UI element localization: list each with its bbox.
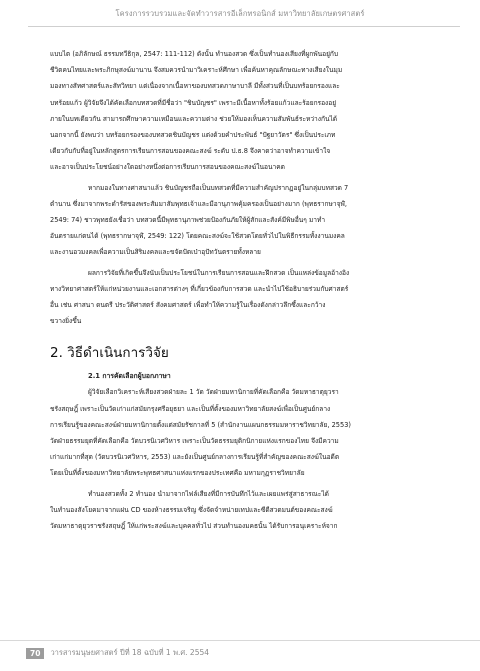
journal-citation: วารสารมนุษยศาสตร์ ปีที่ 18 ฉบับที่ 1 พ.ศ. 2554: [50, 648, 210, 657]
page-number: 70: [26, 648, 44, 659]
page-footer: [26, 646, 209, 660]
section-title: 2. วิธีดำเนินการวิจัย: [50, 345, 169, 362]
header-divider: [28, 26, 460, 27]
page-body: [50, 46, 456, 538]
subsection-title: 2.1 การคัดเลือกผู้บอกภาษา: [88, 372, 171, 381]
body-paragraph-3: ผลการวิจัยที่เกิดขึ้นจึงนับเป็นประโยชน์ในการเรียนการสอนและฝึกสวด เป็นแหล่งข้อมูลอ้างอิง ทางวิทยาศาสตร์ให้แก่หน่วยงานและเอกสารต่างๆ ที่เกี่ยวข้องกับการสวด และนำไปใช้อธิบายร่วมกับศาสตร์ อื่น เช่น ศาสนา ดนตรี ประวัติศาสตร์ สังคมศาสตร์ เพื่อทำให้ความรู้ในเรื่องดังกล่าวลึกซึ้งและกว้าง ขวางยิ่งขึ้น: [50, 268, 350, 326]
section-paragraph-2: ทำนองสวดทั้ง 2 ทำนอง นำมาจากไฟล์เสียงที่มีการบันทึกไว้และเผยแพร่สู่สาธารณะได้ ในทำนองสังโยคมาจากแผ่น CD ของห้างธรรมเจริญ ซึ่งจัดจำหน่ายเทปและซีดีสวดมนต์ของคณะสงฆ์ วัดมหาธาตุยุวราชรังสฤษฎิ์ ให้แก่พระสงฆ์และบุคคลทั่วไป ส่วนทำนองมคธนั้น ได้รับการอนุเคราะห์จาก: [50, 489, 338, 531]
footer-divider: [0, 640, 480, 641]
body-paragraph-2: หากมองในทางศาสนาแล้ว ชินบัญชรถือเป็นบทสวดที่มีความสำคัญปรากฏอยู่ในกลุ่มบทสวด 7 ตำนาน ซึ่งมาจากพระดำรัสของพระสัมมาสัมพุทธเจ้าและมีอานุภาพคุ้มครองเป็นอย่างมาก (พุทธรากษาจุฬ์, 2549: 74) ชาวพุทธยังเชื่อว่า บทสวดนี้มีพุทธานุภาพช่วยป้องกันภัยให้ผู้สักและสังค์มีพิษอื่นๆ มาทำ อันตรายแก่ตนได้ (พุทธรากษาจุฬ์, 2549: 122) โดยคณะสงฆ์จะใช้สวดโดยทั่วไปในพิธีกรรมทั้งงานมงคล และงานอวมงคลเพื่อความเป็นสิริมงคลและขจัดปัดเป่าอุปัทวันตรายทั้งหลาย: [50, 183, 349, 257]
running-header: โครงการรวบรวมและจัดทำวารสารอีเล็กทรอนิกส์ มหาวิทยาลัยเกษตรศาสตร์: [115, 9, 365, 18]
body-paragraph-1: แบบไต (อภิลักษณ์ ธรรมทวีธิกุล, 2547: 111-112) ดังนั้น ทำนองสวด ซึ่งเป็นทำนองเสียงที่ผูกพันอยู่กับ ชีวิตคนไทยและพระภิกษุสงฆ์มานาน จึงสมควรนำมาวิเคราะห์ศึกษา เพื่อค้นหาคุณลักษณะทางเสียงในมุม มองทางสัทศาสตร์และสัทวิทยา แต่เนื่องจากเนื้อหาของบทสวดภาษาบาลี มีทั้งส่วนที่เป็นบทร้อยกรองและ บทร้อยแก้ว ผู้วิจัยจึงได้คัดเลือกบทสวดที่มีชื่อว่า "ชินบัญชร" เพราะมีเนื้อหาทั้งร้อยแก้วและร้อยกรองอยู่ ภายในบทเดียวกัน สามารถศึกษาความเหมือนและความต่าง ช่วยให้มองเห็นความสัมพันธ์ระหว่างกันได้ นอกจากนี้ ยังพบว่า บทร้อยกรองของบทสวดชินบัญชร แต่งด้วยคำประพันธ์ "ปัฐยาวัตร" ซึ่งเป็นประเภท เดียวกับกับที่อยู่ในหลักสูตรการเรียนการสอนของคณะสงฆ์ ระดับ ป.ธ.8 จึงคาดว่าอาจทำความเข้าใจ และอาจเป็นประโยชน์อย่างใดอย่างหนึ่งต่อการเรียนการสอนของคณะสงฆ์ในอนาคต: [50, 50, 343, 172]
section-paragraph-1: ผู้วิจัยเลือกวิเคราะห์เสียงสวดฝ่ายละ 1 วัด วัดฝ่ายมหานิกายที่คัดเลือกคือ วัดมหาธาตุยุวรา ชรังสฤษฎิ์ เพราะเป็นวัดเก่าแก่สมัยกรุงศรีอยุธยา และเป็นที่ตั้งของมหาวิทยาลัยสงฆ์เพื่อเป็นศูนย์กลาง การเรียนรู้ของคณะสงฆ์ฝ่ายมหานิกายตั้งแต่สมัยรัชกาลที่ 5 (สำนักงานแผนกธรรมมหาราชวิทยาลัย, 2553) วัดฝ่ายธรรมยุตที่คัดเลือกคือ วัดบวรนิเวศวิหาร เพราะเป็นวัดธรรมยุติกนิกายแห่งแรกของไทย จึงมีความ เก่าแก่มากที่สุด (วัดบวรนิเวศวิหาร, 2553) และยังเป็นศูนย์กลางการเรียนรู้ที่สำคัญของคณะสงฆ์ในอดีต โดยเป็นที่ตั้งของมหาวิทยาลัยพระพุทธศาสนาแห่งแรกของประเทศคือ มหามกุฏราชวิทยาลัย: [50, 388, 351, 478]
